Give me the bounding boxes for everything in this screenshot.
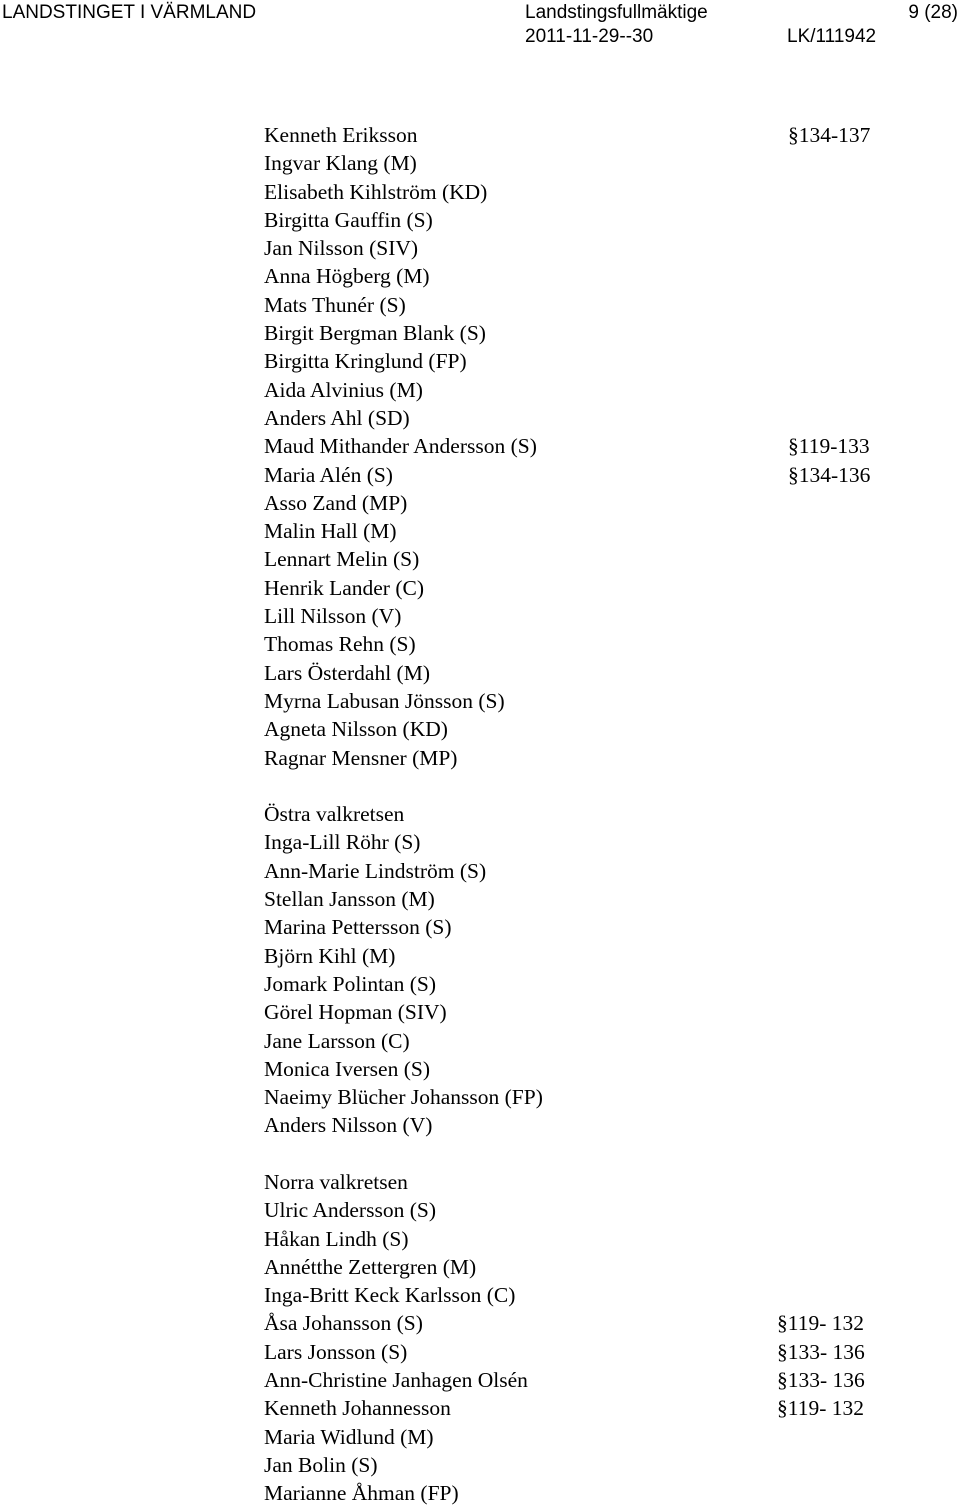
member-name: Marianne Åhman (FP) [264,1481,459,1506]
paragraph-range: §119- 132 [777,1311,864,1336]
member-name: Myrna Labusan Jönsson (S) [264,688,505,713]
list-item [264,1366,924,1394]
member-name: Birgitta Gauffin (S) [264,207,433,232]
member-name: Asso Zand (MP) [264,490,408,515]
member-name: Elisabeth Kihlström (KD) [264,179,488,204]
list-item [264,1338,924,1366]
list-item [264,857,924,885]
list-item [264,489,924,517]
list-item [264,517,924,545]
list-item [264,262,924,290]
list-item [264,1451,924,1479]
list-item [264,291,924,319]
list-item [264,1055,924,1083]
member-name: Lill Nilsson (V) [264,604,402,629]
list-item [264,1423,924,1451]
member-name: Maria Widlund (M) [264,1424,434,1449]
member-name: Jan Nilsson (SIV) [264,236,419,261]
list-item [264,149,924,177]
member-name: Maud Mithander Andersson (S) [264,434,537,459]
list-item [264,121,924,149]
section-heading-text: Östra valkretsen [264,802,405,827]
list-item [264,1196,924,1224]
member-name: Åsa Johansson (S) [264,1311,423,1336]
list-item [264,347,924,375]
member-name: Lennart Melin (S) [264,547,420,572]
member-name: Lars Jonsson (S) [264,1339,408,1364]
member-name: Ingvar Klang (M) [264,151,417,176]
member-name: Annétthe Zettergren (M) [264,1254,477,1279]
paragraph-range: §133- 136 [777,1368,865,1393]
list-item [264,1479,924,1507]
list-item [264,942,924,970]
list-item [264,659,924,687]
list-item [264,1111,924,1139]
member-name: Görel Hopman (SIV) [264,1000,447,1025]
member-name: Inga-Britt Keck Karlsson (C) [264,1283,516,1308]
list-item [264,234,924,262]
paragraph-range: §134-137 [788,123,871,147]
list-item [264,461,924,489]
member-name: Ann-Christine Janhagen Olsén [264,1368,528,1393]
list-item [264,404,924,432]
list-item [264,602,924,630]
list-item [264,206,924,234]
list-item [264,1027,924,1055]
list-item [264,1309,924,1337]
member-name: Mats Thunér (S) [264,292,406,317]
member-name: Jomark Polintan (S) [264,971,436,996]
member-name: Ulric Andersson (S) [264,1198,436,1223]
list-item [264,1083,924,1111]
member-name: Ragnar Mensner (MP) [264,745,458,770]
member-name: Kenneth Eriksson [264,123,418,147]
member-name: Birgitta Kringlund (FP) [264,349,467,374]
member-name: Ann-Marie Lindström (S) [264,858,487,883]
list-item [264,1394,924,1422]
list-item [264,376,924,404]
member-name: Håkan Lindh (S) [264,1226,409,1251]
list-item [264,687,924,715]
header-document-type: Landstingsfullmäktige [525,2,708,23]
list-item [264,319,924,347]
member-name: Anders Nilsson (V) [264,1113,433,1138]
paragraph-range: §119-133 [788,434,870,459]
list-item [264,744,924,772]
list-item [264,630,924,658]
header-organization: LANDSTINGET I VÄRMLAND [2,2,257,23]
member-name: Stellan Jansson (M) [264,887,435,912]
attendee-list [264,121,924,1508]
member-name: Marina Pettersson (S) [264,915,452,940]
list-item [264,715,924,743]
list-item [264,432,924,460]
member-name: Monica Iversen (S) [264,1056,430,1081]
member-name: Lars Österdahl (M) [264,660,430,685]
member-name: Anders Ahl (SD) [264,405,410,430]
spacer [264,772,924,800]
list-item [264,885,924,913]
paragraph-range: §134-136 [788,462,871,487]
member-name: Inga-Lill Röhr (S) [264,830,421,855]
member-name: Birgit Bergman Blank (S) [264,321,486,346]
member-name: Thomas Rehn (S) [264,632,416,657]
member-name: Aida Alvinius (M) [264,377,423,402]
member-name: Malin Hall (M) [264,519,397,544]
member-name: Maria Alén (S) [264,462,393,487]
header-reference: LK/111942 [787,26,877,47]
member-name: Jane Larsson (C) [264,1028,410,1053]
list-item [264,970,924,998]
member-name: Anna Högberg (M) [264,264,430,289]
member-name: Björn Kihl (M) [264,943,396,968]
member-name: Jan Bolin (S) [264,1452,378,1477]
list-item [264,913,924,941]
spacer [264,1140,924,1168]
list-item [264,1253,924,1281]
list-item [264,1225,924,1253]
member-name: Naeimy Blücher Johansson (FP) [264,1085,543,1110]
paragraph-range: §133- 136 [777,1339,865,1364]
section-heading-norra [264,1168,924,1196]
header-date: 2011-11-29--30 [525,26,654,47]
list-item [264,545,924,573]
list-item [264,1281,924,1309]
header-page-number: 9 (28) [908,2,958,23]
list-item [264,574,924,602]
member-name: Kenneth Johannesson [264,1396,451,1421]
list-item [264,178,924,206]
paragraph-range: §119- 132 [777,1396,864,1421]
member-name: Henrik Lander (C) [264,575,424,600]
list-item [264,828,924,856]
section-heading-text: Norra valkretsen [264,1169,408,1194]
list-item [264,998,924,1026]
member-name: Agneta Nilsson (KD) [264,717,448,742]
section-heading-ostra [264,800,924,828]
